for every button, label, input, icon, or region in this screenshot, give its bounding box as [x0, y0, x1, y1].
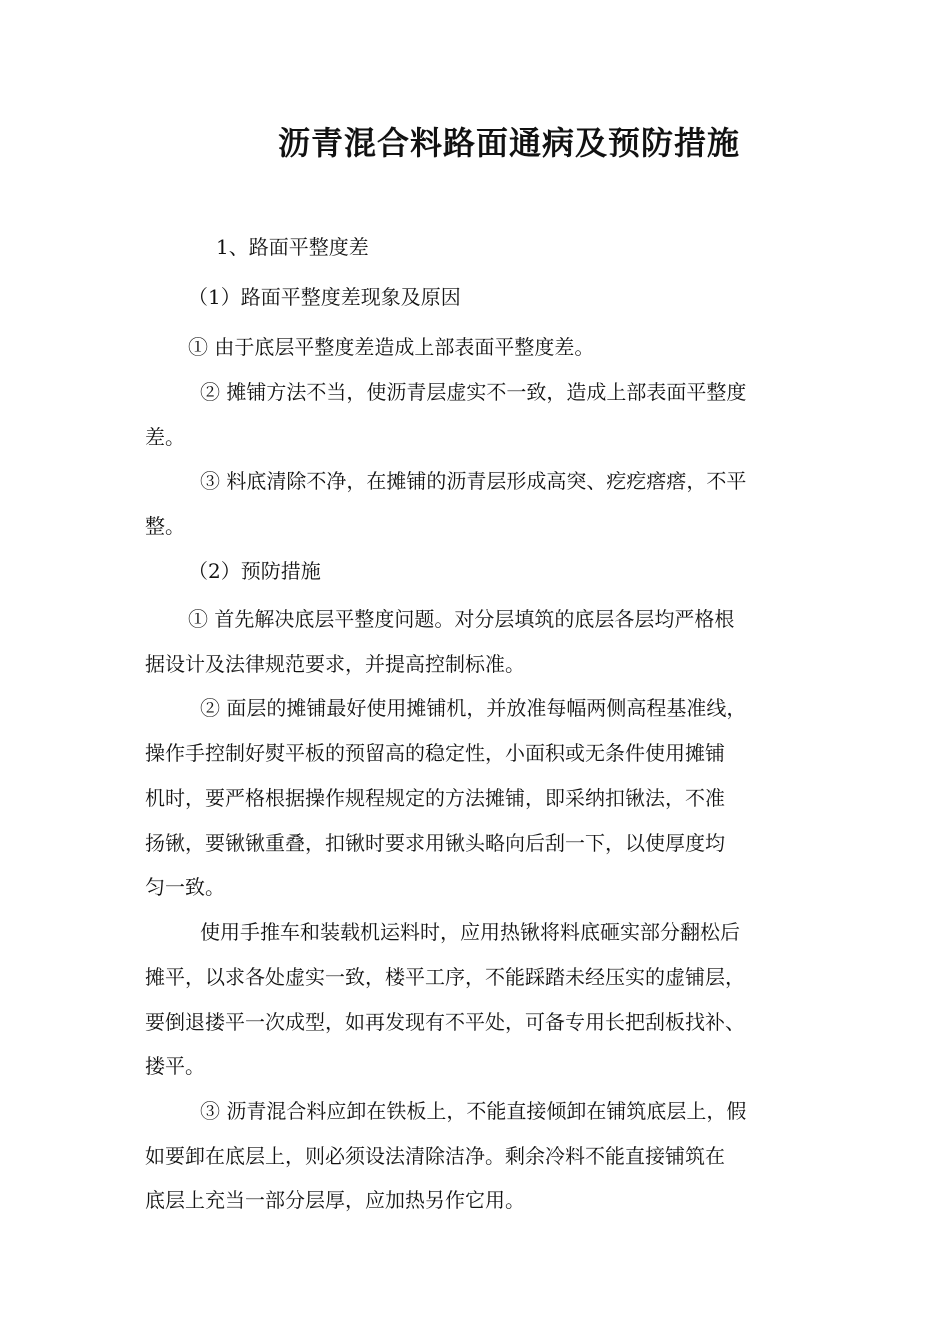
paragraph-line: 底层上充当一部分层厚，应加热另作它用。: [145, 1188, 525, 1212]
paragraph-line: ① 首先解决底层平整度问题。对分层填筑的底层各层均严格根: [188, 607, 735, 631]
paragraph-line: 机时，要严格根据操作规程规定的方法摊铺，即采纳扣锹法，不准: [145, 786, 725, 810]
paragraph-line: 搂平。: [145, 1054, 205, 1078]
section-heading: 1、路面平整度差: [216, 235, 369, 259]
document-title: 沥青混合料路面通病及预防措施: [277, 124, 740, 162]
paragraph-line: 整。: [145, 514, 185, 538]
paragraph-line: 据设计及法律规范要求，并提高控制标准。: [145, 652, 525, 676]
subsection-heading: （1）路面平整度差现象及原因: [188, 285, 461, 309]
paragraph-line: ③ 料底清除不净，在摊铺的沥青层形成高突、疙疙瘩瘩，不平: [200, 469, 747, 493]
paragraph-line: 扬锹，要锹锹重叠，扣锹时要求用锹头略向后刮一下，以使厚度均: [145, 831, 725, 855]
subsection-heading: （2）预防措施: [188, 559, 321, 583]
paragraph-line: 如要卸在底层上，则必须设法清除洁净。剩余冷料不能直接铺筑在: [145, 1144, 725, 1168]
paragraph-line: 差。: [145, 425, 185, 449]
paragraph-line: ② 摊铺方法不当，使沥青层虚实不一致，造成上部表面平整度: [200, 380, 747, 404]
paragraph-line: 摊平，以求各处虚实一致，楼平工序，不能踩踏未经压实的虚铺层，: [145, 965, 745, 989]
paragraph-line: ① 由于底层平整度差造成上部表面平整度差。: [188, 335, 595, 359]
paragraph-line: 匀一致。: [145, 875, 225, 899]
paragraph-line: ② 面层的摊铺最好使用摊铺机，并放准每幅两侧高程基准线，: [200, 696, 747, 720]
paragraph-line: 操作手控制好熨平板的预留高的稳定性，小面积或无条件使用摊铺: [145, 741, 725, 765]
paragraph-line: ③ 沥青混合料应卸在铁板上，不能直接倾卸在铺筑底层上，假: [200, 1099, 747, 1123]
paragraph-line: 要倒退搂平一次成型，如再发现有不平处，可备专用长把刮板找补、: [145, 1010, 745, 1034]
paragraph-line: 使用手推车和装载机运料时，应用热锹将料底砸实部分翻松后: [200, 920, 740, 944]
